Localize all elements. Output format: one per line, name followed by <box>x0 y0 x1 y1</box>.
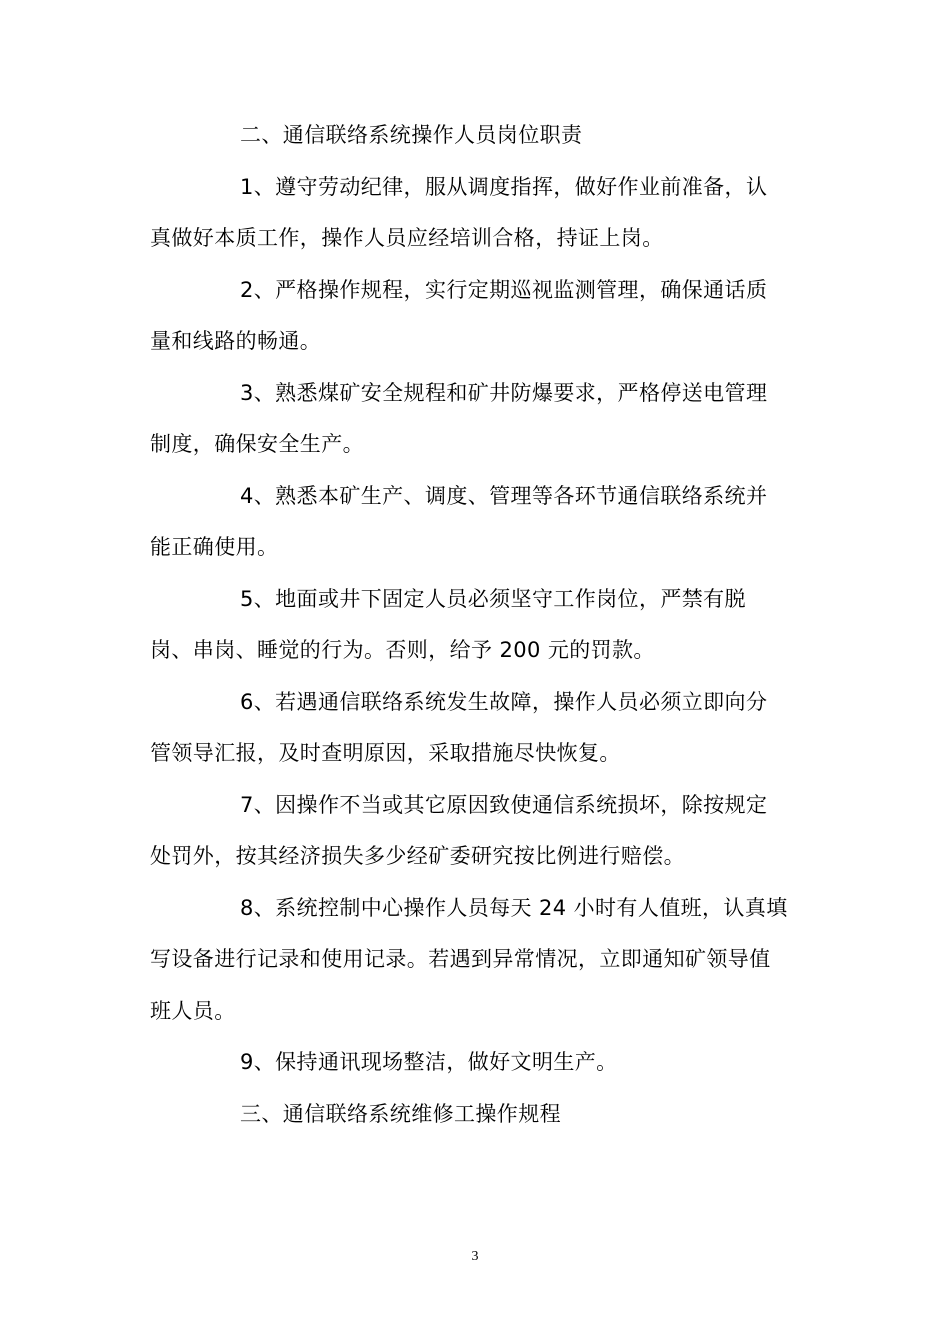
text-line: 8、系统控制中心操作人员每天 24 小时有人值班，认真填 <box>240 895 788 920</box>
text-line: 处罚外，按其经济损失多少经矿委研究按比例进行赔偿。 <box>150 844 685 868</box>
text-line: 量和线路的畅通。 <box>150 329 322 353</box>
page-number: 3 <box>471 1249 479 1264</box>
text-line: 制度，确保安全生产。 <box>150 432 364 456</box>
section-heading-3: 三、通信联络系统维修工操作规程 <box>240 1101 561 1126</box>
text-line: 3、熟悉煤矿安全规程和矿井防爆要求，严格停送电管理 <box>240 380 768 405</box>
text-line: 管领导汇报，及时查明原因，采取措施尽快恢复。 <box>150 741 621 765</box>
document-body <box>150 110 790 1140</box>
text-line: 1、遵守劳动纪律，服从调度指挥，做好作业前准备，认 <box>240 174 768 199</box>
text-line: 真做好本质工作，操作人员应经培训合格，持证上岗。 <box>150 226 664 250</box>
text-line: 班人员。 <box>150 998 236 1023</box>
section-heading-2: 二、通信联络系统操作人员岗位职责 <box>240 123 583 147</box>
text-line: 写设备进行记录和使用记录。若遇到异常情况，立即通知矿领导值 <box>150 947 771 971</box>
text-line: 9、保持通讯现场整洁，做好文明生产。 <box>240 1050 618 1074</box>
text-line: 能正确使用。 <box>150 535 279 559</box>
text-line: 4、熟悉本矿生产、调度、管理等各环节通信联络系统并 <box>240 483 768 508</box>
text-line: 7、因操作不当或其它原因致使通信系统损坏，除按规定 <box>240 792 768 817</box>
text-line: 岗、串岗、睡觉的行为。否则，给予 200 元的罚款。 <box>150 638 655 662</box>
text-line: 6、若遇通信联络系统发生故障，操作人员必须立即向分 <box>240 689 768 714</box>
text-line: 5、地面或井下固定人员必须坚守工作岗位，严禁有脱 <box>240 586 746 611</box>
text-line: 2、严格操作规程，实行定期巡视监测管理，确保通话质 <box>240 277 768 302</box>
